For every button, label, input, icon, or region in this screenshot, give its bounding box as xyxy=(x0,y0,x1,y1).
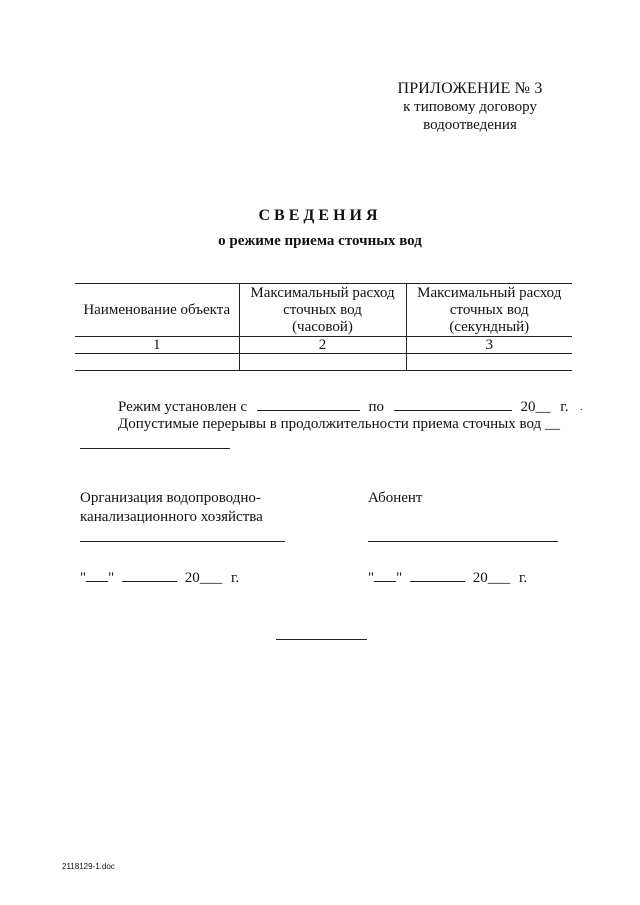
date-line-right: " " 20___ г. xyxy=(368,567,527,587)
table-cell[interactable] xyxy=(75,354,239,371)
mode-year-suffix: г. xyxy=(560,399,569,415)
mode-year: 20__ xyxy=(520,399,551,415)
date-left-month-field[interactable] xyxy=(122,567,177,582)
appendix-header xyxy=(380,80,560,134)
date-right-month-field[interactable] xyxy=(410,567,465,582)
breaks-continuation-field[interactable] xyxy=(80,448,230,449)
footer-filename: 2118129-1.doc xyxy=(62,862,115,871)
date-right-day-field[interactable] xyxy=(374,567,396,582)
mode-prefix: Режим установлен с xyxy=(118,399,247,415)
table-row xyxy=(75,354,572,371)
table-cell[interactable] xyxy=(406,354,572,371)
header-object-name: Наименование объекта xyxy=(75,284,239,337)
table-number-row xyxy=(75,337,572,354)
table-header-row xyxy=(75,284,572,337)
column-number-2: 2 xyxy=(239,337,406,354)
header-max-secondly: Максимальный расход сточных вод (секундный) xyxy=(406,284,572,337)
mode-middle: по xyxy=(368,399,385,415)
signature-right-field[interactable] xyxy=(368,541,558,542)
closing-divider xyxy=(276,639,367,640)
appendix-contract-ref: к типовому договору xyxy=(403,99,537,115)
signature-left-field[interactable] xyxy=(80,541,285,542)
date-left-day-field[interactable] xyxy=(86,567,108,582)
mode-end-field[interactable] xyxy=(394,396,512,411)
stray-mark: . xyxy=(580,402,583,413)
table-cell[interactable] xyxy=(239,354,406,371)
document-subtitle: о режиме приема сточных вод xyxy=(218,233,422,249)
mode-start-field[interactable] xyxy=(257,396,360,411)
breaks-line: Допустимые перерывы в продолжительности приема сточных вод __ xyxy=(118,416,560,432)
signature-left-org: Организация водопроводно- канализационного хозяйства xyxy=(80,490,263,525)
column-number-3: 3 xyxy=(406,337,572,354)
mode-line xyxy=(118,396,568,416)
appendix-contract-type: водоотведения xyxy=(423,117,517,133)
signature-right-subscriber: Абонент xyxy=(368,490,423,506)
document-title: СВЕДЕНИЯ xyxy=(258,207,382,224)
header-max-hourly: Максимальный расход сточных вод (часовой) xyxy=(239,284,406,337)
date-line-left: " " 20___ г. xyxy=(80,567,239,587)
appendix-number: ПРИЛОЖЕНИЕ № 3 xyxy=(397,80,543,97)
discharge-table xyxy=(75,283,572,371)
column-number-1: 1 xyxy=(75,337,239,354)
